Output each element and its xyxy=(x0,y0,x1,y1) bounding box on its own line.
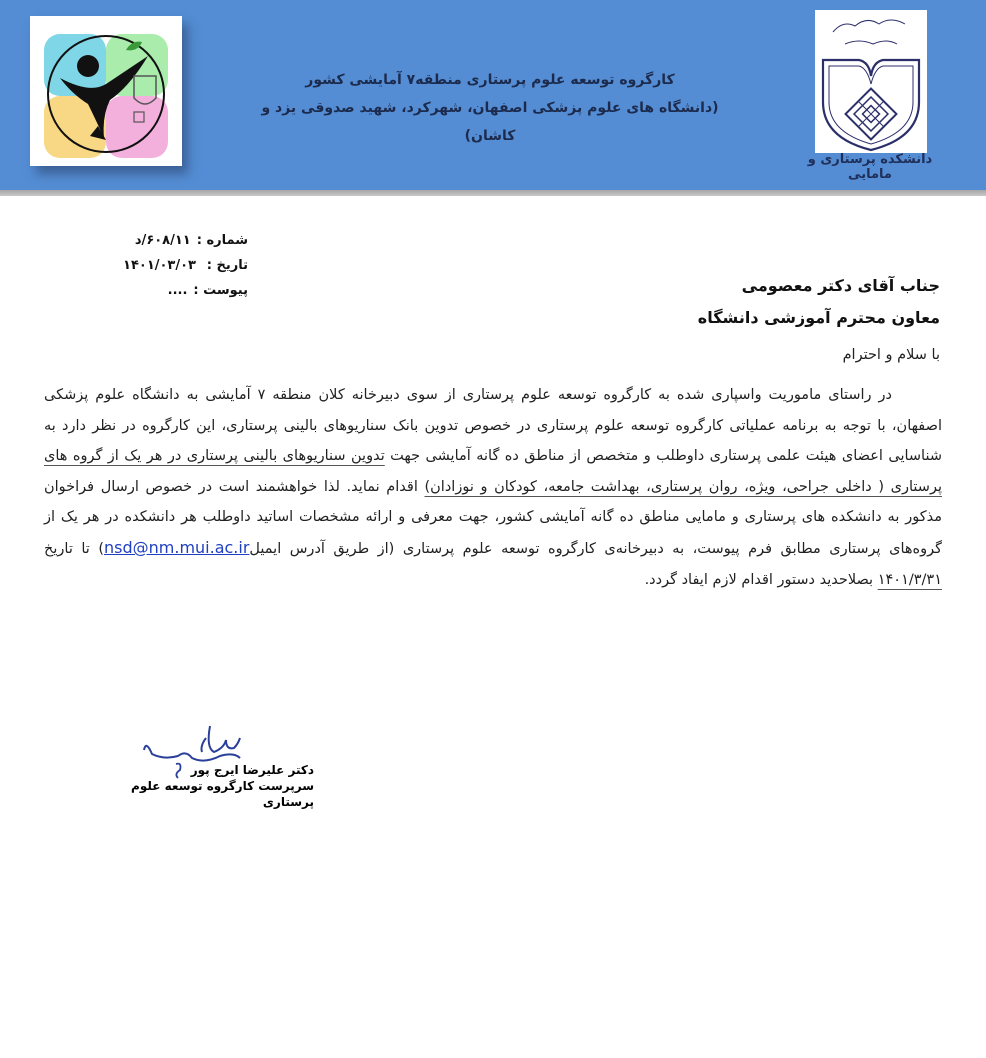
signatory-name: دکتر علیرضا ایرج پور xyxy=(190,763,314,777)
email-link[interactable]: nsd@nm.mui.ac.ir xyxy=(104,537,250,557)
letter-number-value: ۶۰۸/۱۱/د xyxy=(134,233,191,248)
body-underlined-scope: تدوین سناریوهای بالینی پرستاری در هر یک از گروه های پرستاری ( داخلی جراحی، ویژه، روان پرستاری، بهداشت جامعه، کودکان و نوزادان) xyxy=(44,448,942,495)
signatory xyxy=(130,762,314,810)
letterhead-divider xyxy=(0,190,986,196)
university-shield-icon xyxy=(815,10,927,153)
addressee-name: جناب آقای دکتر معصومی xyxy=(741,276,940,295)
letter-attachment xyxy=(118,278,248,303)
university-logo xyxy=(815,10,927,153)
letter-attachment-label: پیوست : xyxy=(193,283,248,298)
letter-number xyxy=(118,228,248,253)
nursing-committee-logo xyxy=(30,16,182,166)
letterhead-title-line-1: کارگروه توسعه علوم پرستاری منطقه۷ آمایشی کشور xyxy=(305,72,675,88)
greeting: با سلام و احترام xyxy=(842,347,940,363)
letter-body xyxy=(44,380,942,595)
faculty-name: دانشکده پرستاری و مامایی xyxy=(807,152,933,182)
addressee-position: معاون محترم آموزشی دانشگاه xyxy=(697,308,940,327)
letter-number-label: شماره : xyxy=(196,233,248,248)
letter-meta xyxy=(118,228,248,303)
signatory-title: سرپرست کارگروه توسعه علوم پرستاری xyxy=(131,779,314,809)
letterhead-title-line-2: (دانشگاه های علوم پزشکی اصفهان، شهرکرد، شهید صدوقی یزد و کاشان) xyxy=(261,100,719,144)
body-part-3: ) تا تاریخ xyxy=(44,540,104,557)
body-part-4: بصلاحدید دستور اقدام لازم ایفاد گردد. xyxy=(644,571,878,588)
letterhead-title xyxy=(250,66,730,150)
body-part-2: اقدام نماید. لذا خواهشمند است در خصوص ارسال فراخوان مذکور به دانشکده های پرستاری و مامایی مناطق ده گانه آمایشی کشور، جهت معرفی و ارائه مشخصات اساتید داوطلب هر دانشکده در هر یک از گروه‌های پرستاری مطابق فرم پیوست، به دبیرخانه‌ی کارگروه توسعه علوم پرستاری (از طریق آدرس ایمیل xyxy=(44,478,943,557)
deadline-date: ۱۴۰۱/۳/۳۱ xyxy=(877,571,942,588)
letter-attachment-value: .... xyxy=(167,283,188,298)
letter-date-value: ۱۴۰۱/۰۳/۰۳ xyxy=(123,258,196,273)
addressee xyxy=(698,270,940,334)
letter-date xyxy=(118,253,248,278)
letter-date-label: تاریخ : xyxy=(206,258,248,273)
nursing-committee-logo-icon xyxy=(30,16,182,166)
body-part-1: در راستای ماموریت واسپاری شده به کارگروه توسعه علوم پرستاری از سوی دبیرخانه کلان منطقه ۷ آمایشی به دانشگاه علوم پزشکی اصفهان، با توجه به برنامه عملیاتی کارگروه توسعه علوم پرستاری در خصوص تدوین بانک سناریوهای بالینی پرستاری، این کارگروه در نظر دارد به شناسایی اعضای هیئت علمی پرستاری داوطلب و متخصص از مناطق ده گانه آمایشی جهت xyxy=(44,387,942,465)
